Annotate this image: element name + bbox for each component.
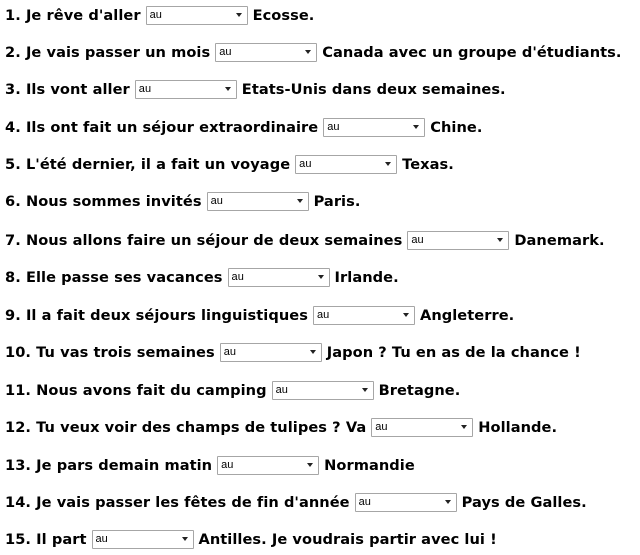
dropdown-value: au xyxy=(221,459,234,471)
item-number: 7. xyxy=(5,231,21,249)
answer-dropdown-4[interactable] xyxy=(323,118,425,137)
dropdown-value: au xyxy=(231,271,244,283)
answer-dropdown-14[interactable] xyxy=(355,493,457,512)
chevron-down-icon xyxy=(413,125,419,129)
item-text-after: Ecosse. xyxy=(252,6,315,24)
item-number: 5. xyxy=(5,155,21,173)
exercise-item-3 xyxy=(5,77,506,101)
item-text-before: Je vais passer les fêtes de fin d'année xyxy=(36,493,350,511)
chevron-down-icon xyxy=(461,425,467,429)
item-text-after: Hollande. xyxy=(478,418,558,436)
chevron-down-icon xyxy=(182,537,188,541)
answer-dropdown-9[interactable] xyxy=(313,306,415,325)
item-text-before: Ils vont aller xyxy=(25,80,130,98)
chevron-down-icon xyxy=(497,238,503,242)
item-text-before: Elle passe ses vacances xyxy=(25,268,223,286)
item-number: 10. xyxy=(5,343,32,361)
chevron-down-icon xyxy=(307,463,313,467)
dropdown-value: au xyxy=(316,309,330,321)
dropdown-value: au xyxy=(95,533,108,545)
exercise-item-10 xyxy=(5,340,581,364)
chevron-down-icon xyxy=(385,162,391,166)
item-text-before: Tu vas trois semaines xyxy=(36,343,215,361)
answer-dropdown-13[interactable] xyxy=(217,456,319,475)
answer-dropdown-12[interactable] xyxy=(371,418,473,437)
answer-dropdown-2[interactable] xyxy=(215,43,317,62)
item-text-after: Antilles. Je voudrais partir avec lui ! xyxy=(198,530,497,548)
chevron-down-icon xyxy=(225,87,231,91)
exercise-item-1 xyxy=(5,3,314,27)
dropdown-value: au xyxy=(299,158,312,170)
dropdown-value: au xyxy=(275,384,288,396)
item-number: 6. xyxy=(5,192,21,210)
item-text-after: Canada avec un groupe d'étudiants. xyxy=(322,43,622,61)
dropdown-value: au xyxy=(358,496,371,508)
item-number: 9. xyxy=(5,306,21,324)
item-text-before: Il a fait deux séjours linguistiques xyxy=(25,306,308,324)
item-text-after: Normandie xyxy=(324,456,415,474)
chevron-down-icon xyxy=(445,500,451,504)
item-text-before: Ils ont fait un séjour extraordinaire xyxy=(25,118,319,136)
item-text-after: Etats-Unis dans deux semaines. xyxy=(241,80,506,98)
chevron-down-icon xyxy=(403,313,409,317)
item-text-before: Je vais passer un mois xyxy=(25,43,211,61)
item-number: 12. xyxy=(5,418,32,436)
item-number: 13. xyxy=(5,456,32,474)
item-text-after: Pays de Galles. xyxy=(461,493,587,511)
item-number: 1. xyxy=(5,6,21,24)
item-text-after: Japon ? Tu en as de la chance ! xyxy=(326,343,581,361)
dropdown-value: au xyxy=(219,46,232,58)
chevron-down-icon xyxy=(318,275,324,279)
answer-dropdown-5[interactable] xyxy=(295,155,397,174)
item-text-before: Je rêve d'aller xyxy=(25,6,141,24)
item-text-after: Paris. xyxy=(313,192,361,210)
item-text-before: Nous allons faire un séjour de deux semaines xyxy=(25,231,403,249)
exercise-item-7 xyxy=(5,228,605,252)
item-text-before: Il part xyxy=(36,530,87,548)
item-number: 4. xyxy=(5,118,21,136)
chevron-down-icon xyxy=(362,388,368,392)
exercise-item-9 xyxy=(5,303,514,327)
item-number: 8. xyxy=(5,268,21,286)
dropdown-value: au xyxy=(375,421,388,433)
item-text-after: Texas. xyxy=(402,155,454,173)
exercise-item-13 xyxy=(5,453,415,477)
exercise-item-4 xyxy=(5,115,482,139)
exercise-item-2 xyxy=(5,40,622,64)
dropdown-value: au xyxy=(327,121,340,133)
exercise-item-11 xyxy=(5,378,460,402)
answer-dropdown-11[interactable] xyxy=(272,381,374,400)
item-text-after: Danemark. xyxy=(514,231,605,249)
item-text-before: Nous sommes invités xyxy=(25,192,202,210)
item-text-before: Je pars demain matin xyxy=(36,456,213,474)
dropdown-value: au xyxy=(138,83,152,95)
answer-dropdown-8[interactable] xyxy=(228,268,330,287)
dropdown-value: au xyxy=(210,195,223,207)
exercise-item-5 xyxy=(5,152,454,176)
item-text-after: Chine. xyxy=(430,118,483,136)
answer-dropdown-3[interactable] xyxy=(135,80,237,99)
chevron-down-icon xyxy=(236,13,242,17)
dropdown-value: au xyxy=(149,9,162,21)
exercise-item-8 xyxy=(5,265,399,289)
item-text-after: Bretagne. xyxy=(378,381,461,399)
item-number: 11. xyxy=(5,381,32,399)
exercise-item-14 xyxy=(5,490,587,514)
exercise-item-15 xyxy=(5,527,497,551)
item-text-after: Angleterre. xyxy=(419,306,515,324)
answer-dropdown-15[interactable] xyxy=(92,530,194,549)
item-text-before: Tu veux voir des champs de tulipes ? Va xyxy=(36,418,367,436)
item-text-after: Irlande. xyxy=(334,268,399,286)
item-number: 2. xyxy=(5,43,21,61)
item-text-before: L'été dernier, il a fait un voyage xyxy=(25,155,291,173)
item-number: 14. xyxy=(5,493,32,511)
dropdown-value: au xyxy=(223,346,237,358)
chevron-down-icon xyxy=(305,50,311,54)
exercise-item-12 xyxy=(5,415,557,439)
answer-dropdown-10[interactable] xyxy=(220,343,322,362)
exercise-item-6 xyxy=(5,189,360,213)
answer-dropdown-6[interactable] xyxy=(207,192,309,211)
chevron-down-icon xyxy=(310,350,316,354)
item-number: 15. xyxy=(5,530,32,548)
item-text-before: Nous avons fait du camping xyxy=(36,381,267,399)
item-number: 3. xyxy=(5,80,21,98)
dropdown-value: au xyxy=(411,234,424,246)
answer-dropdown-1[interactable] xyxy=(146,6,248,25)
chevron-down-icon xyxy=(297,199,303,203)
answer-dropdown-7[interactable] xyxy=(407,231,509,250)
